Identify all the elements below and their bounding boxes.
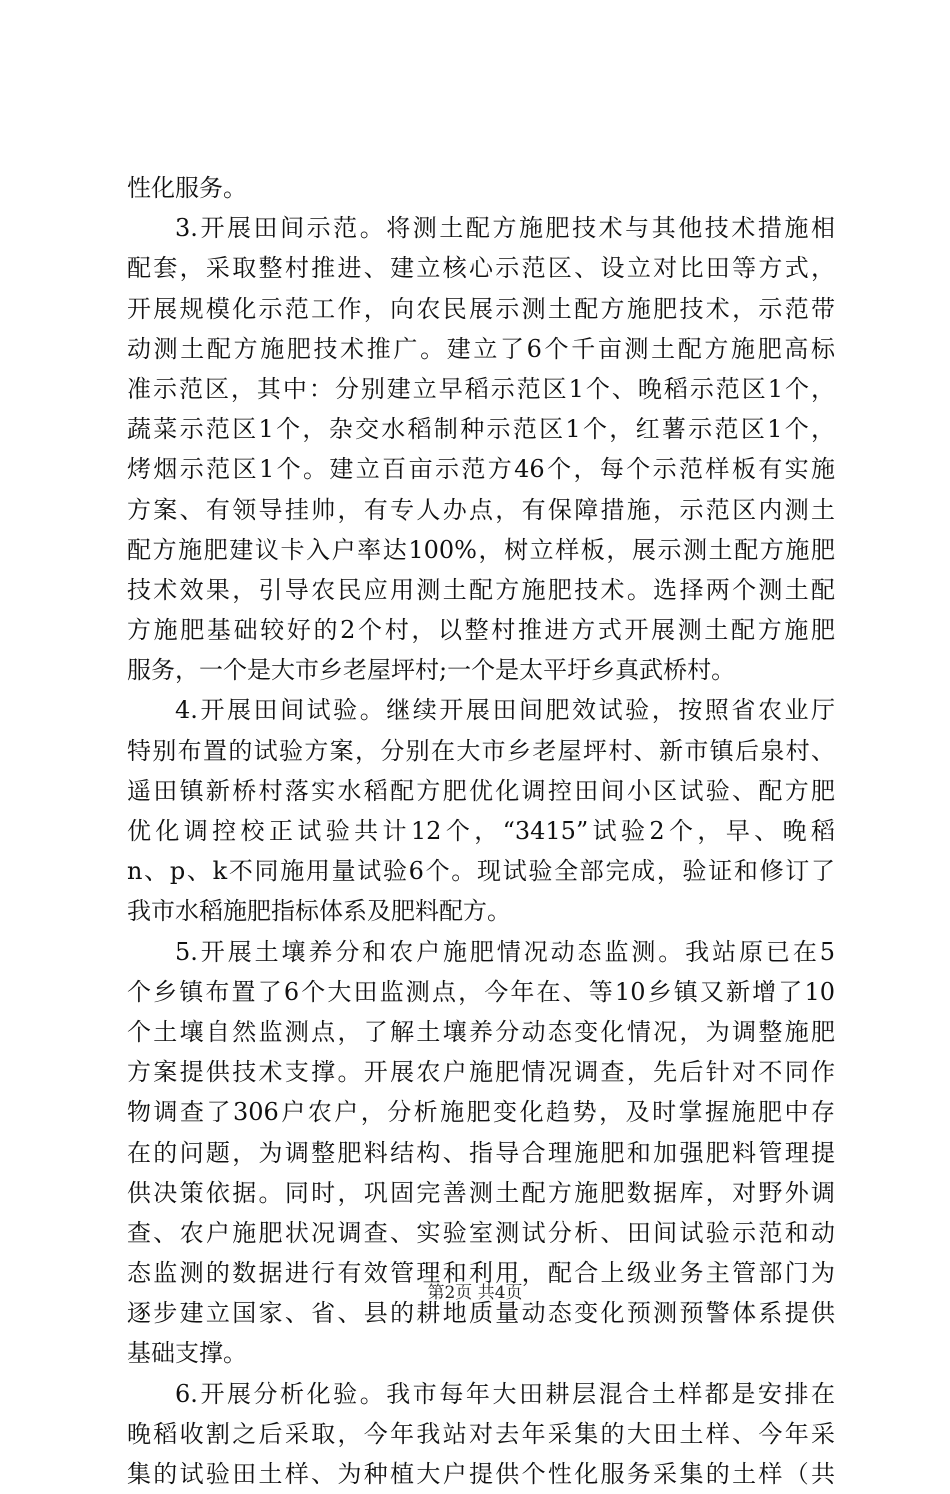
text-line: 态监测的数据进行有效管理和利用，配合上级业务主管部门为 xyxy=(127,1259,835,1288)
text-line: n、p、k不同施用量试验6个。现试验全部完成，验证和修订了 xyxy=(127,857,835,886)
text-line: 4.开展田间试验。继续开展田间肥效试验，按照省农业厅 xyxy=(175,696,835,725)
text-line: 烤烟示范区1个。建立百亩示范方46个，每个示范样板有实施 xyxy=(127,455,835,484)
text-line: 方施肥基础较好的2个村，以整村推进方式开展测土配方施肥 xyxy=(127,616,835,645)
text-line: 物调查了306户农户，分析施肥变化趋势，及时掌握施肥中存 xyxy=(127,1098,835,1127)
text-line: 我市水稻施肥指标体系及肥料配方。 xyxy=(127,897,511,926)
text-line: 3.开展田间示范。将测土配方施肥技术与其他技术措施相 xyxy=(175,214,835,243)
text-line: 6.开展分析化验。我市每年大田耕层混合土样都是安排在 xyxy=(175,1379,835,1408)
text-line: 配方施肥建议卡入户率达100%，树立样板，展示测土配方施肥 xyxy=(127,535,835,564)
text-line: 性化服务。 xyxy=(127,174,247,202)
text-line: 准示范区，其中：分别建立早稻示范区1个、晚稻示范区1个， xyxy=(127,374,835,403)
text-line: 集的试验田土样、为种植大户提供个性化服务采集的土样（共 xyxy=(127,1460,835,1488)
text-line: 个土壤自然监测点，了解土壤养分动态变化情况，为调整施肥 xyxy=(127,1017,835,1046)
text-line: 逐步建立国家、省、县的耕地质量动态变化预测预警体系提供 xyxy=(127,1299,835,1328)
text-line: 技术效果，引导农民应用测土配方施肥技术。选择两个测土配 xyxy=(127,575,835,604)
text-line: 开展规模化示范工作，向农民展示测土配方施肥技术，示范带 xyxy=(127,294,835,323)
text-line: 基础支撑。 xyxy=(127,1339,247,1368)
text-line: 个乡镇布置了6个大田监测点，今年在、等10乡镇又新增了10 xyxy=(127,977,835,1006)
text-line: 方案提供技术支撑。开展农户施肥情况调查，先后针对不同作 xyxy=(127,1058,835,1087)
text-line: 遥田镇新桥村落实水稻配方肥优化调控田间小区试验、配方肥 xyxy=(127,776,835,805)
text-line: 动测土配方施肥技术推广。建立了6个千亩测土配方施肥高标 xyxy=(127,334,835,363)
text-line: 服务，一个是大市乡老屋坪村;一个是太平圩乡真武桥村。 xyxy=(127,656,736,685)
text-line: 蔬菜示范区1个，杂交水稻制种示范区1个，红薯示范区1个， xyxy=(127,415,835,444)
text-line: 供决策依据。同时，巩固完善测土配方施肥数据库，对野外调 xyxy=(127,1178,835,1207)
text-line: 在的问题，为调整肥料结构、指导合理施肥和加强肥料管理提 xyxy=(127,1138,835,1167)
text-line: 优化调控校正试验共计12个，“3415”试验2个，早、晚稻 xyxy=(127,817,835,845)
text-line: 晚稻收割之后采取，今年我站对去年采集的大田土样、今年采 xyxy=(127,1419,835,1448)
text-line: 配套，采取整村推进、建立核心示范区、设立对比田等方式， xyxy=(127,254,835,283)
text-line: 5.开展土壤养分和农户施肥情况动态监测。我站原已在5 xyxy=(175,937,835,966)
text-line: 方案、有领导挂帅，有专人办点，有保障措施，示范区内测土 xyxy=(127,495,835,524)
text-line: 特别布置的试验方案，分别在大市乡老屋坪村、新市镇后泉村、 xyxy=(127,736,835,765)
page-number-footer: 第2页 共4页 xyxy=(427,1283,523,1303)
text-line: 查、农户施肥状况调查、实验室测试分析、田间试验示范和动 xyxy=(127,1218,835,1247)
